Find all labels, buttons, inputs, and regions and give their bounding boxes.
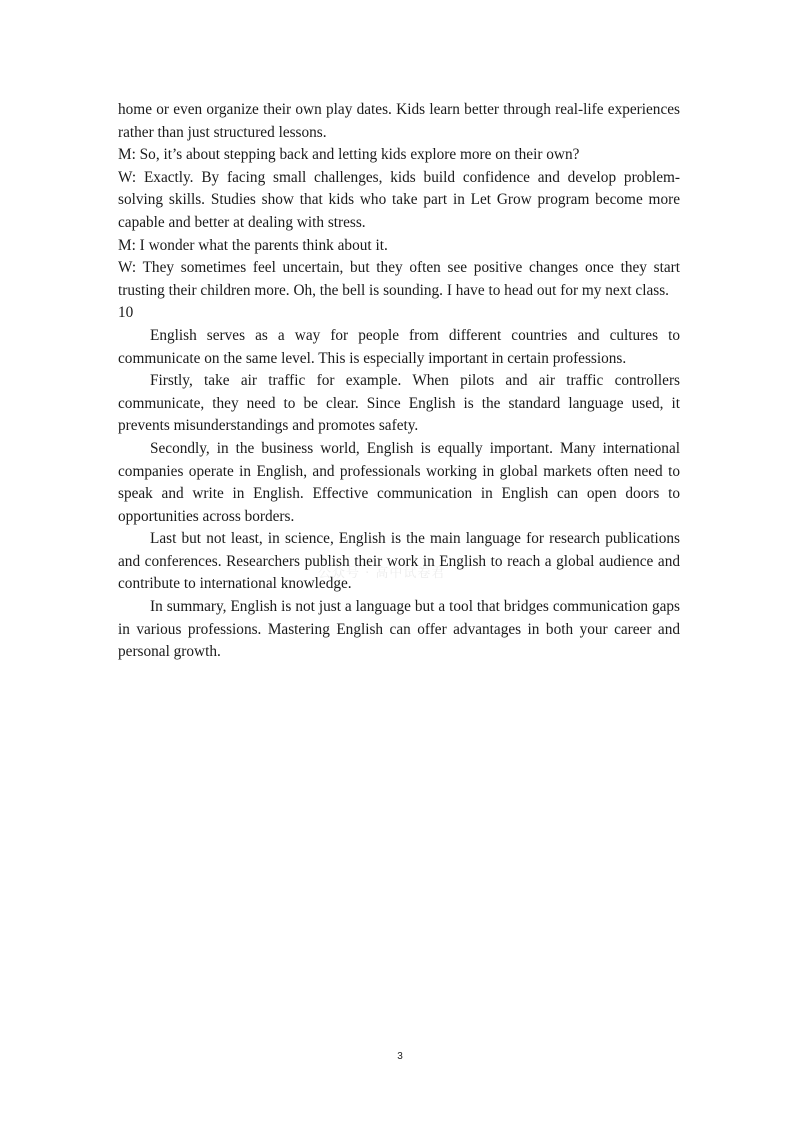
passage-paragraph: Secondly, in the business world, English is equally important. Many international companies operate in English, and professionals working in global markets often need to speak and write in English. Effective communication in English can open doors to opportunities across borders. [118, 439, 680, 525]
dialogue-line-w: W: They sometimes feel uncertain, but they often see positive changes once they start trusting their children more. Oh, the bell is sounding. I have to head out for my next class. [118, 259, 680, 299]
watermark: 公众号 · 高中试卷君 [318, 566, 446, 581]
page-body [118, 99, 680, 664]
passage-paragraph: English serves as a way for people from different countries and cultures to communicate on the same level. This is especially important in certain professions. [118, 326, 680, 367]
dialogue-continuation: home or even organize their own play dates. Kids learn better through real-life experiences rather than just structured lessons. [118, 101, 680, 141]
page-number: 3 [397, 1051, 403, 1062]
passage-paragraph: Firstly, take air traffic for example. When pilots and air traffic controllers communicate, they need to be clear. Since English is the standard language used, it prevents misunderstandings and promotes safety. [118, 372, 680, 435]
section-number: 10 [118, 304, 134, 322]
passage-paragraph: Last but not least, in science, English is the main language for research publications and conferences. Researchers publish their work in English to reach a global audience and contribute to international knowledge. [118, 530, 680, 593]
passage-paragraph: In summary, English is not just a language but a tool that bridges communication gaps in various professions. Mastering English can offer advantages in both your career and personal growth. [118, 598, 680, 661]
dialogue-line-m: M: I wonder what the parents think about it. [118, 236, 388, 254]
dialogue-line-w: W: Exactly. By facing small challenges, kids build confidence and develop problem-solving skills. Studies show that kids who take part in Let Grow program become more capable and better at dealing with stress. [118, 168, 680, 231]
dialogue-line-m: M: So, it’s about stepping back and letting kids explore more on their own? [118, 146, 580, 164]
